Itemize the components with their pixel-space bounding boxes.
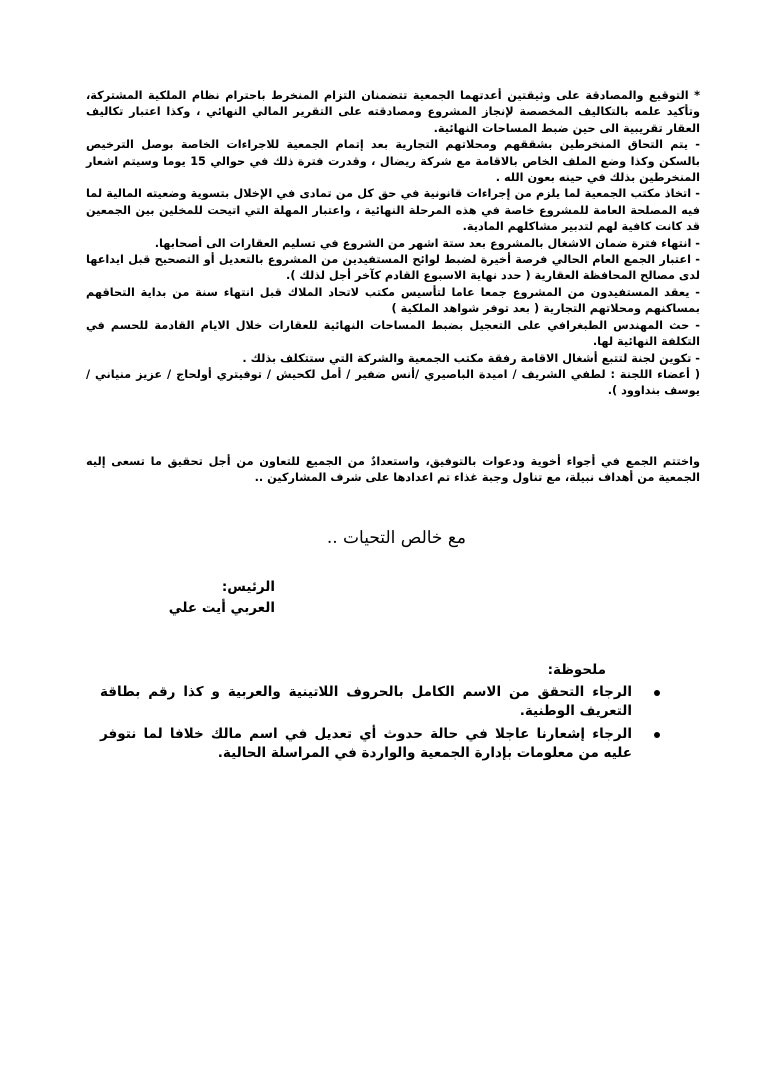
resolution-paragraph: - يتم التحاق المنخرطين بشققهم ومحلاتهم التجارية بعد إتمام الجمعية للاجراءات الخاصة بوصل الترخيص بالسكن وكذا وضع الملف الخاص بالاقامة مع شركة ريضال ، وقدرت فترة ذلك في حوالي 15 يوما وسيتم اشعار المنخرطين بذلك في حينه بعون الله . bbox=[86, 138, 700, 185]
bullet-icon bbox=[654, 732, 660, 738]
bullet-icon bbox=[654, 690, 660, 696]
resolution-paragraph: - يعقد المستفيدون من المشروع جمعا عاما لتأسيس مكتب لاتحاد الملاك قبل انتهاء سنة من بداية التحاقهم بمساكنهم ومحلاتهم التجارية ( بعد توفر شواهد الملكية ) bbox=[86, 285, 700, 316]
committee-members: ( أعضاء اللجنة : لطفي الشريف / اميدة الباصيري /أنس ضفير / أمل لكحيش / توفيتري أولحاج / عزيز منياني / يوسف بنداوود ). bbox=[86, 367, 700, 398]
note-item bbox=[100, 683, 660, 721]
note-title: ملحوظة: bbox=[547, 662, 606, 678]
greeting: مع خالص التحيات .. bbox=[326, 528, 466, 548]
resolution-paragraph: - انتهاء فترة ضمان الاشغال بالمشروع بعد ستة اشهر من الشروع في تسليم العقارات الى أصحابها. bbox=[154, 236, 700, 250]
note-item bbox=[100, 725, 660, 763]
resolution-paragraph: - تكوين لجنة لتتبع أشغال الاقامة رفقة مكتب الجمعية والشركة التي ستتكلف بذلك . bbox=[242, 351, 700, 365]
resolution-paragraph: * التوقيع والمصادقة على وثيقتين أعدتهما الجمعية تتضمنان التزام المنخرط باحترام نظام الملكية المشتركة، وتأكيد علمه بالتكاليف المخصصة لإنجاز المشروع ومصادقته على التقرير المالي النهائي ، وكذا اعتبار تكاليف العقار تقريبية الى حين ضبط المساحات النهائية. bbox=[86, 89, 700, 135]
closing-paragraph bbox=[86, 454, 700, 487]
note-item-text: الرجاء إشعارنا عاجلا في حالة حدوث أي تعديل في اسم مالك خلافا لما نتوفر عليه من معلومات بإدارة الجمعية والواردة في المراسلة الحالية. bbox=[100, 726, 632, 761]
note-list bbox=[100, 683, 660, 767]
closing-text: واختتم الجمع في أجواء أخوية ودعوات بالتوفيق، واستعدادٌ من الجميع للتعاون من أجل تحقيق ما تسعى إليه الجمعية من أهداف نبيلة، مع تناول وجبة غذاء تم اعدادها على شرف المشاركين .. bbox=[86, 455, 700, 485]
signature-title: الرئيس: bbox=[221, 579, 275, 595]
resolution-paragraph: - اعتبار الجمع العام الحالي فرصة أخيرة لضبط لوائح المستفيدين من المشروع بالتعديل أو التصحيح قبل ايداعها لدى مصالح المحافظة العقارية ( حدد نهاية الاسبوع القادم كآخر أجل لذلك ). bbox=[86, 253, 700, 283]
resolution-paragraph: - اتخاذ مكتب الجمعية لما يلزم من إجراءات قانونية في حق كل من تمادى في الإخلال بتسوية وضعيته المالية لما فيه المصلحة العامة للمشروع خاصة في هذه المرحلة النهائية ، واعتبار المهلة التي اتيحت للمخلين بين الجمعين قد كانت كافية لهم لتدبير مشاكلهم المادية. bbox=[86, 187, 700, 234]
resolution-paragraph: - حث المهندس الطبغرافي على التعجيل بضبط المساحات النهائية للعقارات خلال الايام القادمة للحسم في التكلفة النهائية لها. bbox=[86, 318, 700, 349]
signature-name: العربي أيت علي bbox=[168, 600, 275, 616]
note-item-text: الرجاء التحقق من الاسم الكامل بالحروف اللاتينية والعربية و كذا رقم بطاقة التعريف الوطنية. bbox=[100, 684, 632, 719]
meeting-resolutions bbox=[86, 88, 700, 400]
